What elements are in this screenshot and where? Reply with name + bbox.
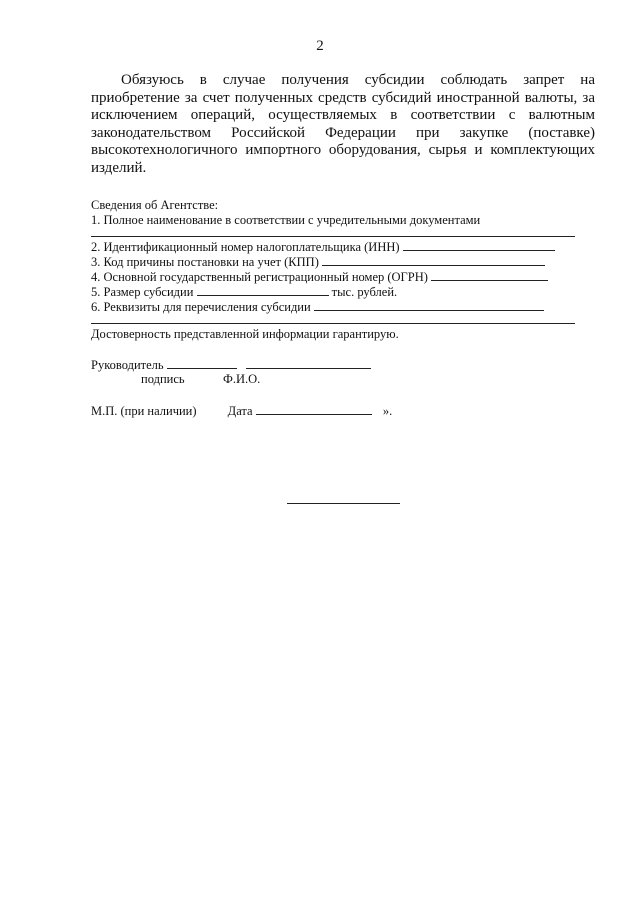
date-blank[interactable] bbox=[256, 403, 372, 415]
signature-caption: подпись bbox=[141, 372, 185, 386]
full-name-blank-line[interactable] bbox=[91, 236, 575, 237]
ogrn-blank[interactable] bbox=[431, 269, 548, 281]
field-subsidy-size bbox=[91, 284, 397, 300]
field-full-name-label: 1. Полное наименование в соответствии с учредительными документами bbox=[91, 213, 481, 227]
date-suffix: ». bbox=[382, 404, 393, 418]
guarantee-statement: Достоверность представленной информации гарантирую. bbox=[91, 327, 399, 341]
agency-heading: Сведения об Агентстве: bbox=[91, 198, 219, 212]
signature-label: Руководитель bbox=[91, 358, 164, 372]
signature-row bbox=[91, 357, 371, 373]
commitment-paragraph: Обязуюсь в случае получения субсидии соблюдать запрет на приобретение за счет полученных средств субсидий иностранной валюты, за исключением операций, осуществляемых в соответствии с валютным законодательством Российской Федерации при закупке (поставке) высокотехнологичного импортного оборудования, сырья и комплектующих изделий. bbox=[91, 72, 595, 176]
name-caption: Ф.И.О. bbox=[223, 372, 261, 386]
field-ogrn-label: 4. Основной государственный регистрационный номер (ОГРН) bbox=[91, 270, 428, 284]
page-number: 2 bbox=[316, 38, 324, 54]
field-full-name bbox=[91, 213, 480, 228]
stamp-label: М.П. (при наличии) bbox=[91, 404, 197, 418]
field-bank-details-label: 6. Реквизиты для перечисления субсидии bbox=[91, 300, 311, 314]
field-kpp-label: 3. Код причины постановки на учет (КПП) bbox=[91, 255, 319, 269]
stamp-date-row bbox=[91, 403, 392, 419]
field-kpp bbox=[91, 254, 545, 270]
name-blank[interactable] bbox=[246, 357, 371, 369]
bank-details-blank[interactable] bbox=[314, 299, 544, 311]
bank-details-blank-line[interactable] bbox=[91, 323, 575, 324]
subsidy-size-blank[interactable] bbox=[197, 284, 329, 296]
inn-blank[interactable] bbox=[403, 239, 555, 251]
kpp-blank[interactable] bbox=[322, 254, 545, 266]
field-ogrn bbox=[91, 269, 548, 285]
field-subsidy-size-label: 5. Размер субсидии bbox=[91, 285, 194, 299]
end-separator-line bbox=[287, 503, 400, 504]
signature-blank[interactable] bbox=[167, 357, 237, 369]
field-inn bbox=[91, 239, 555, 255]
subsidy-unit: тыс. рублей. bbox=[331, 285, 398, 299]
field-inn-label: 2. Идентификационный номер налогоплательщика (ИНН) bbox=[91, 240, 400, 254]
field-bank-details bbox=[91, 299, 544, 315]
date-label: Дата bbox=[227, 404, 253, 418]
